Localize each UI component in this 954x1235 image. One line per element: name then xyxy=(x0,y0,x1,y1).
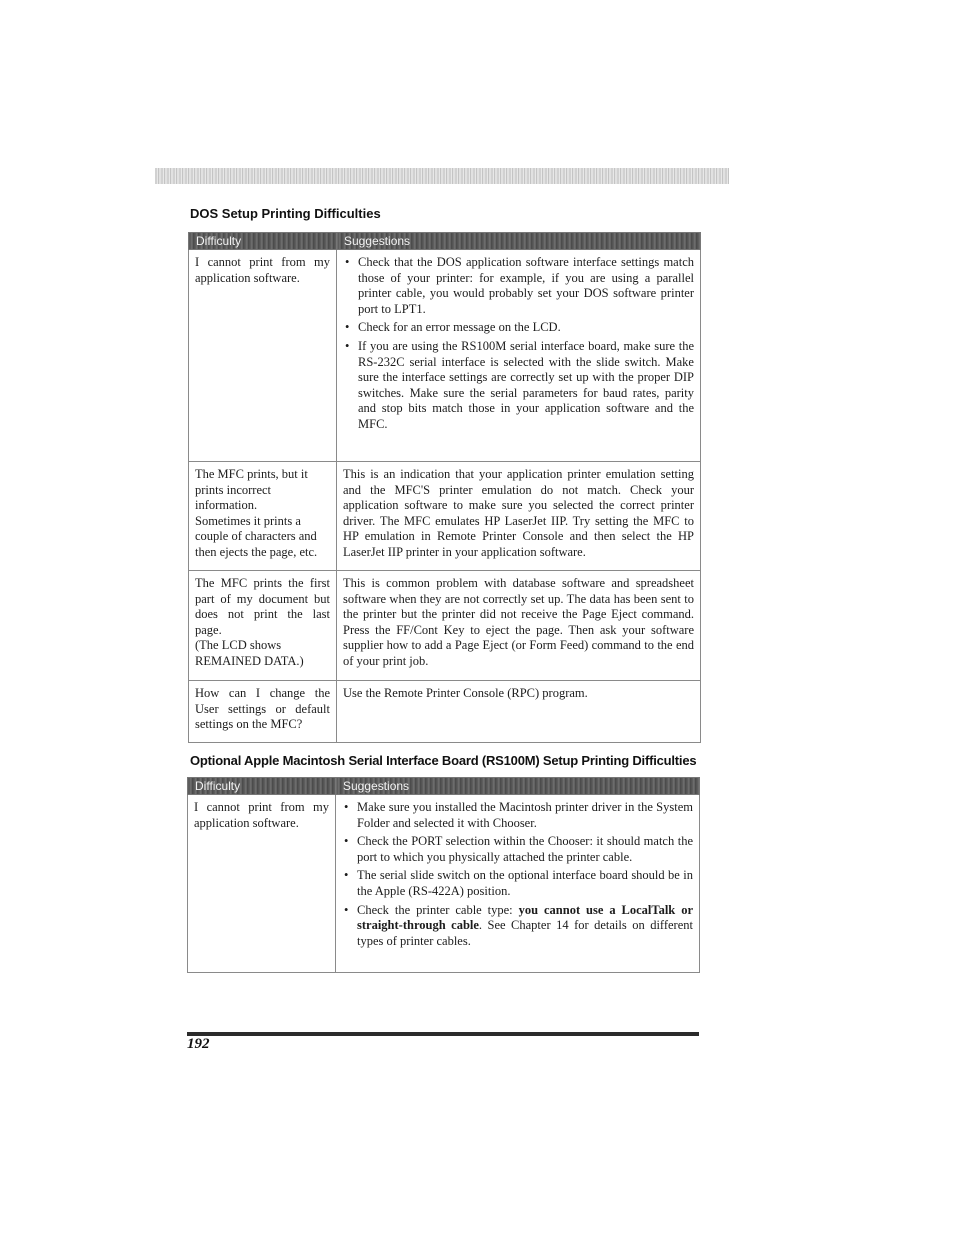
difficulty-text: (The LCD shows REMAINED DATA.) xyxy=(195,638,304,668)
table-row xyxy=(189,250,701,462)
column-header-suggestions: Suggestions xyxy=(336,778,700,795)
table-row xyxy=(189,571,701,681)
difficulty-cell xyxy=(189,462,337,571)
page-number: 192 xyxy=(187,1036,210,1052)
header-band xyxy=(155,168,729,184)
table-header-row xyxy=(189,233,701,250)
suggestion-text: . See Chapter 14 for details on different types of printer cables. xyxy=(357,918,693,948)
suggestions-cell xyxy=(337,571,701,681)
difficulty-cell xyxy=(189,250,337,462)
table-header-row xyxy=(188,778,700,795)
suggestion-list xyxy=(342,800,693,949)
suggestions-cell xyxy=(336,795,700,973)
difficulty-text: The MFC prints, but it prints incorrect information. xyxy=(195,467,308,513)
column-header-difficulty: Difficulty xyxy=(189,233,337,250)
difficulty-text: I cannot print from my application software. xyxy=(194,800,329,830)
difficulty-cell xyxy=(189,571,337,681)
footer-rule xyxy=(187,1032,699,1036)
suggestion-text: Use the Remote Printer Console (RPC) program. xyxy=(343,686,588,700)
column-header-suggestions: Suggestions xyxy=(337,233,701,250)
suggestion-text: Check the printer cable type: xyxy=(357,902,519,917)
table-row xyxy=(189,462,701,571)
suggestion-item: • If you are using the RS100M serial interface board, make sure the RS-232C serial interface is selected with the slide switch. Make sure the interface settings are correctly set up with the proper DIP switches. Make sure the serial parameters for baud rates, parity and stop bits match those in your application software and the MFC. xyxy=(343,339,694,433)
table-row xyxy=(188,795,700,973)
difficulty-cell xyxy=(189,681,337,743)
dos-difficulties-table xyxy=(188,232,701,743)
suggestions-cell xyxy=(337,462,701,571)
column-header-difficulty: Difficulty xyxy=(188,778,336,795)
suggestion-text: This is common problem with database software and spreadsheet software when they are not correctly set up. The data has been sent to the printer but the printer did not receive the Page Eject command. Press the FF/Cont Key to eject the page. Then ask your software supplier how to add a Page Eject (or Form Feed) command to the end of your print job. xyxy=(343,576,694,668)
difficulty-cell xyxy=(188,795,336,973)
suggestion-item: • Check the PORT selection within the Chooser: it should match the port to which you physically attached the printer cable. xyxy=(342,834,693,865)
macintosh-difficulties-table xyxy=(187,777,700,973)
section-title-macintosh: Optional Apple Macintosh Serial Interface Board (RS100M) Setup Printing Difficulties xyxy=(190,753,697,768)
difficulty-text: How can I change the User settings or default settings on the MFC? xyxy=(195,686,330,732)
table-row xyxy=(189,681,701,743)
suggestions-cell xyxy=(337,681,701,743)
difficulty-text: The MFC prints the first part of my document but does not print the last page. xyxy=(195,576,330,637)
suggestion-text: This is an indication that your application printer emulation setting and the MFC'S printer emulation do not match. Check your application software to make sure you selected the correct printer driver. The MFC emulates HP LaserJet IIP. Try setting the MFC to HP emulation in Remote Printer Console and then select the HP LaserJet IIP printer in your application software. xyxy=(343,467,694,559)
suggestion-item: • The serial slide switch on the optional interface board should be in the Apple (RS-422A) position. xyxy=(342,868,693,899)
suggestion-item: • Check that the DOS application software interface settings match those of your printer: for example, if you are using a parallel printer cable, you would probably set your DOS software printer port to LPT1. xyxy=(343,255,694,317)
suggestion-list xyxy=(343,255,694,433)
section-title-dos: DOS Setup Printing Difficulties xyxy=(190,206,381,221)
suggestion-item: • Make sure you installed the Macintosh printer driver in the System Folder and selected it with Chooser. xyxy=(342,800,693,831)
suggestion-item xyxy=(342,903,693,950)
emphasis-text: you cannot use a LocalTalk or straight-through cable xyxy=(357,902,693,933)
difficulty-text: Sometimes it prints a couple of characters and then ejects the page, etc. xyxy=(195,513,318,559)
suggestion-item: • Check for an error message on the LCD. xyxy=(343,320,694,336)
suggestions-cell xyxy=(337,250,701,462)
difficulty-text: I cannot print from my application software. xyxy=(195,255,330,285)
